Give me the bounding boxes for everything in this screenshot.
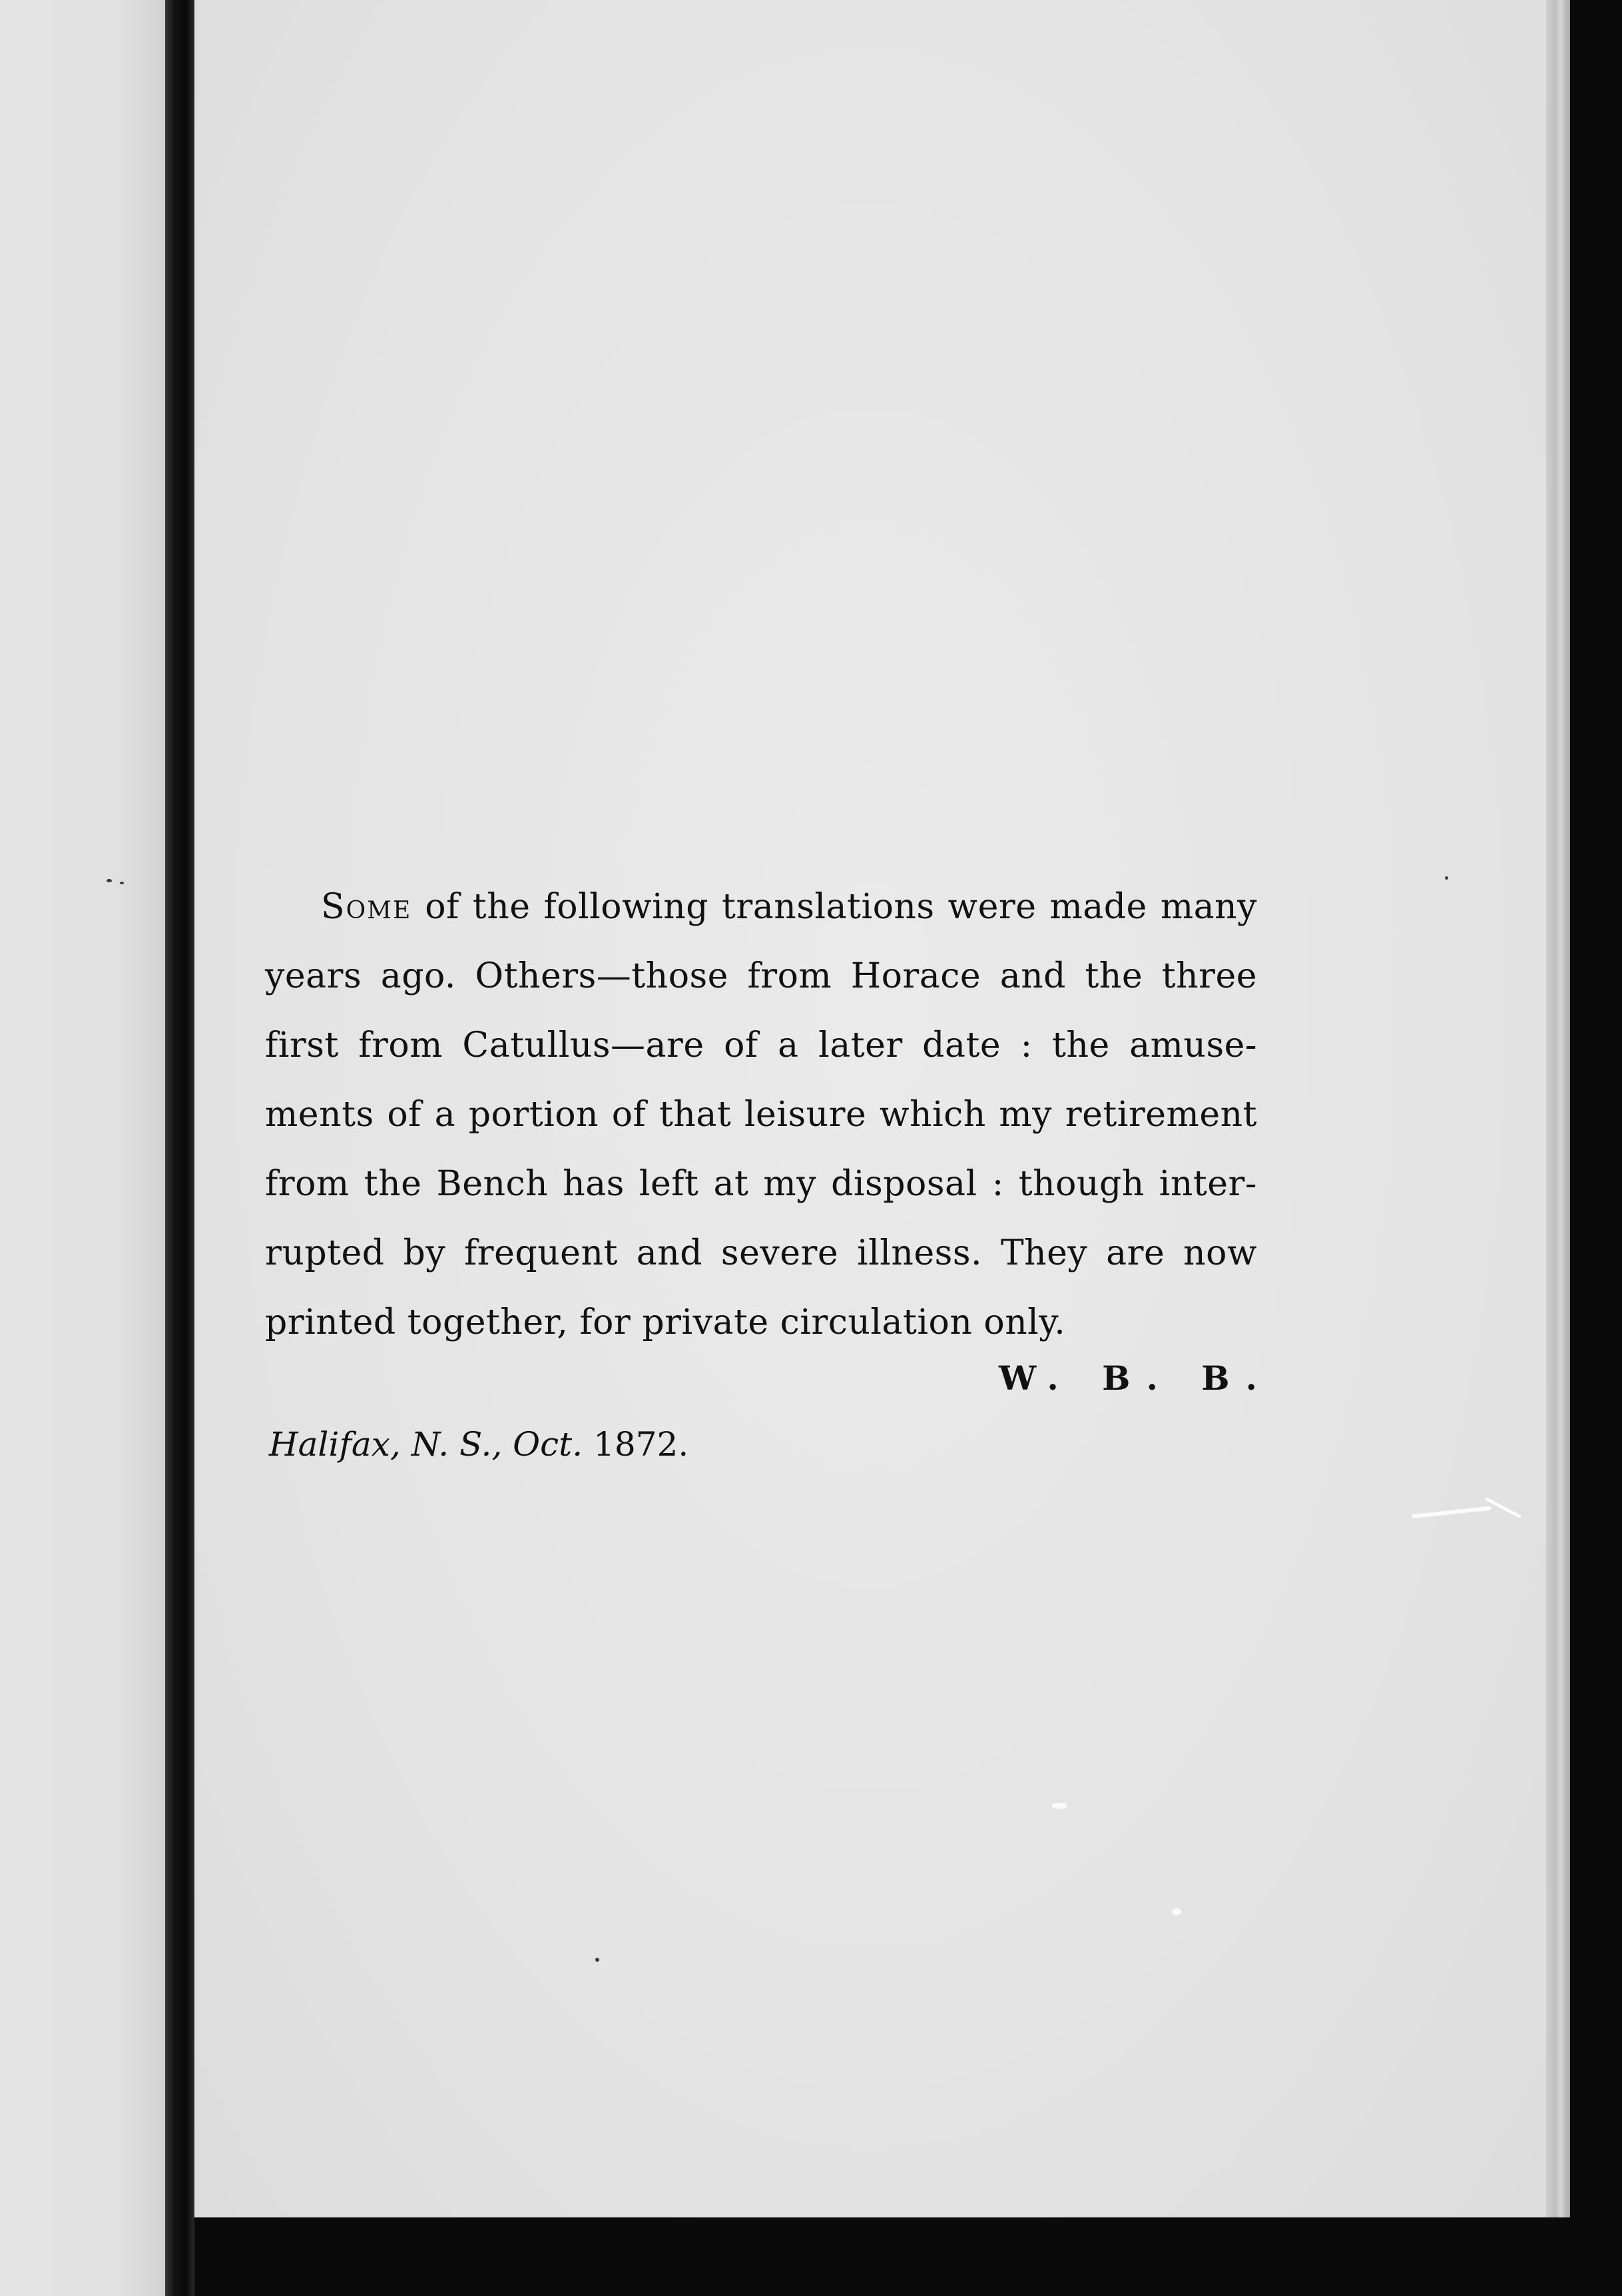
scan-speck [1172, 1908, 1181, 1915]
preface-line: first from Catullus—are of a later date : the amuse- [265, 1025, 1257, 1065]
scan-speck [120, 882, 124, 884]
page-edge-right [1546, 0, 1570, 2217]
place: Halifax, N. S., Oct. [269, 1425, 583, 1464]
scan-speck [1052, 1803, 1067, 1809]
left-page-margin [0, 0, 165, 2296]
preface-line-text: of the following translations were made many [411, 887, 1257, 927]
binding-gutter [165, 0, 194, 2296]
scan-speck [595, 1958, 599, 1962]
scan-border-bottom [194, 2217, 1570, 2296]
preface-line: from the Bench has left at my disposal : though inter- [265, 1164, 1257, 1204]
preface-line: rupted by frequent and severe illness. They are now [265, 1233, 1257, 1273]
scan-speck [107, 879, 112, 882]
year: 1872. [593, 1425, 689, 1464]
place-and-date [269, 1425, 688, 1464]
author-initials: W. B. B. [999, 1358, 1273, 1398]
preface-line: printed together, for private circulation only. [265, 1302, 1066, 1342]
preface-text [265, 872, 1257, 1357]
preface-line: ments of a portion of that leisure which my retirement [265, 1095, 1257, 1135]
preface-line [265, 872, 1257, 942]
scan-speck [1445, 876, 1448, 880]
scan-border-right [1570, 0, 1622, 2296]
preface-line: years ago. Others—those from Horace and the three [265, 956, 1257, 996]
preface-lead-word: Some [321, 887, 412, 927]
